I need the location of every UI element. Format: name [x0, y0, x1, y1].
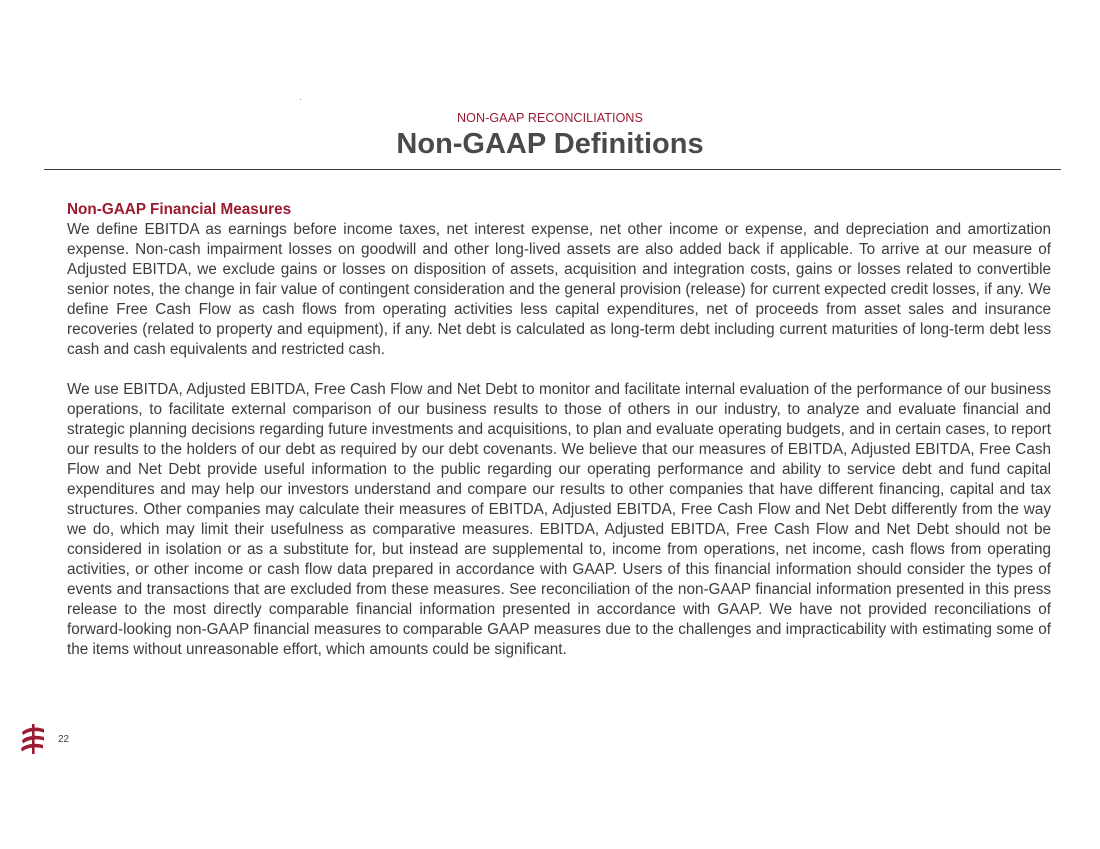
section-heading: Non-GAAP Financial Measures: [67, 201, 292, 218]
usage-paragraph: We use EBITDA, Adjusted EBITDA, Free Cash Flow and Net Debt to monitor and facilitate internal evaluation of the performance of our business operations, to facilitate external comparison of our business results to those of others in our industry, to analyze and evaluate financial and strategic planning decisions regarding future investments and acquisitions, to plan and evaluate operating budgets, and in certain cases, to report our results to the holders of our debt as required by our debt covenants. We believe that our measures of EBITDA, Adjusted EBITDA, Free Cash Flow and Net Debt provide useful information to the public regarding our operating performance and ability to service debt and fund capital expenditures and may help our investors understand and compare our results to other companies that have different financing, capital and tax structures. Other companies may calculate their measures of EBITDA, Adjusted EBITDA, Free Cash Flow and Net Debt differently from the way we do, which may limit their usefulness as comparative measures. EBITDA, Adjusted EBITDA, Free Cash Flow and Net Debt should not be considered in isolation or as a substitute for, but instead are supplemental to, income from operations, net income, cash flows from operating activities, or other income or cash flow data prepared in accordance with GAAP. Users of this financial information should consider the types of events and transactions that are excluded from these measures. See reconciliation of the non-GAAP financial information presented in this press release to the most directly comparable financial information presented in accordance with GAAP. We have not provided reconciliations of forward-looking non-GAAP financial measures to comparable GAAP measures due to the challenges and impracticability with estimating some of the items without unreasonable effort, which amounts could be significant.: [67, 381, 1051, 658]
stray-dot: [300, 99, 301, 100]
definitions-paragraph: We define EBITDA as earnings before income taxes, net interest expense, net other income or expense, and depreciation and amortization expense. Non-cash impairment losses on goodwill and other long-lived assets are also added back if applicable. To arrive at our measure of Adjusted EBITDA, we exclude gains or losses on disposition of assets, acquisition and integration costs, gains or losses related to convertible senior notes, the change in fair value of contingent consideration and the general provision (release) for current expected credit losses, if any. We define Free Cash Flow as cash flows from operating activities less capital expenditures, net of proceeds from asset sales and insurance recoveries (related to property and equipment), if any. Net debt is calculated as long-term debt including current maturities of long-term debt less cash and cash equivalents and restricted cash.: [67, 221, 1051, 358]
section-label: NON-GAAP RECONCILIATIONS: [457, 111, 643, 125]
title-divider: [44, 169, 1061, 170]
page-number: 22: [58, 734, 70, 745]
company-logo-icon: [19, 723, 47, 755]
page-title: Non-GAAP Definitions: [396, 128, 704, 160]
main-content: [67, 200, 1051, 660]
